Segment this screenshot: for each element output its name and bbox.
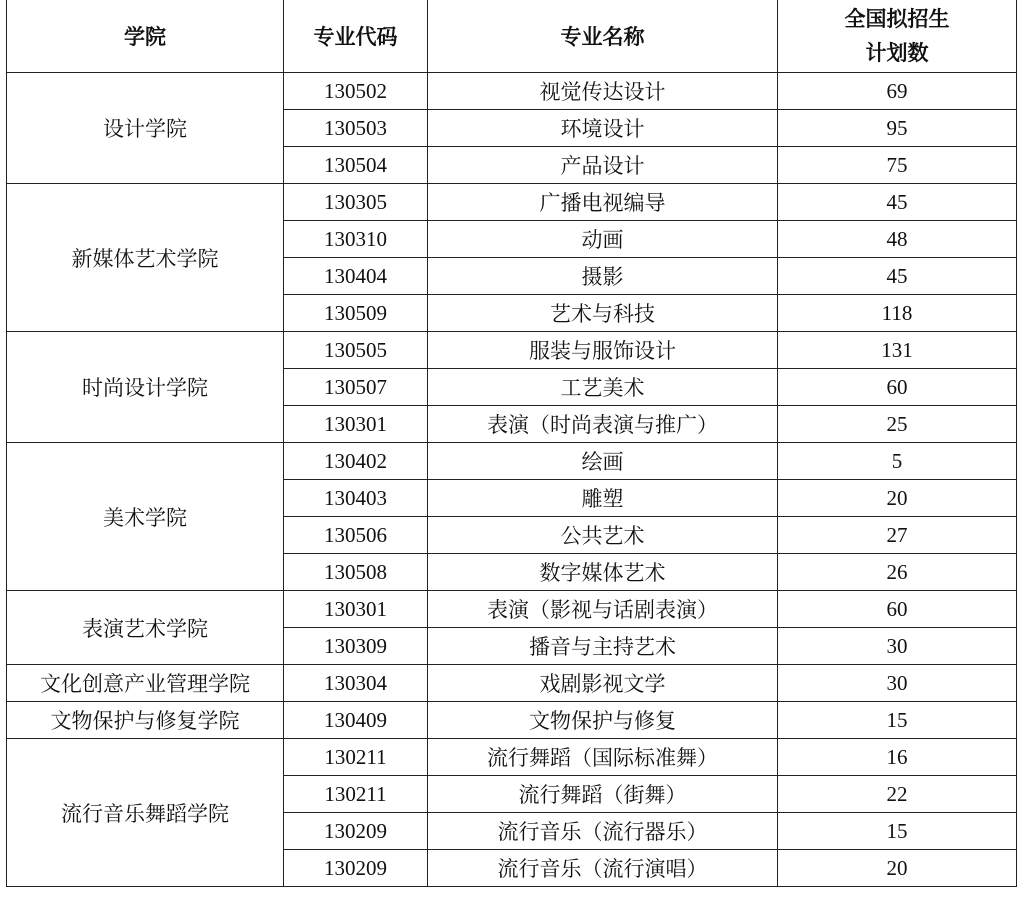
major-name-cell: 表演（时尚表演与推广） (428, 406, 778, 443)
college-cell: 新媒体艺术学院 (7, 184, 284, 332)
table-row (7, 739, 1017, 776)
major-name-cell: 数字媒体艺术 (428, 554, 778, 591)
enrollment-plan-table (6, 0, 1017, 887)
major-name-cell: 工艺美术 (428, 369, 778, 406)
plan-count-cell: 95 (778, 110, 1017, 147)
major-name-cell: 视觉传达设计 (428, 73, 778, 110)
major-code-cell: 130310 (284, 221, 428, 258)
major-code-cell: 130301 (284, 591, 428, 628)
major-name-cell: 动画 (428, 221, 778, 258)
major-code-cell: 130509 (284, 295, 428, 332)
major-code-cell: 130402 (284, 443, 428, 480)
major-name-cell: 流行舞蹈（街舞） (428, 776, 778, 813)
major-code-cell: 130209 (284, 850, 428, 887)
major-code-cell: 130209 (284, 813, 428, 850)
plan-count-cell: 60 (778, 591, 1017, 628)
major-name-cell: 流行音乐（流行器乐） (428, 813, 778, 850)
plan-count-cell: 5 (778, 443, 1017, 480)
major-code-cell: 130211 (284, 776, 428, 813)
plan-count-cell: 20 (778, 480, 1017, 517)
college-cell: 文物保护与修复学院 (7, 702, 284, 739)
header-plan-line1: 全国拟招生 (844, 7, 950, 31)
major-name-cell: 播音与主持艺术 (428, 628, 778, 665)
major-name-cell: 摄影 (428, 258, 778, 295)
major-code-cell: 130506 (284, 517, 428, 554)
major-code-cell: 130305 (284, 184, 428, 221)
major-name-cell: 绘画 (428, 443, 778, 480)
table-row (7, 73, 1017, 110)
table-row (7, 184, 1017, 221)
plan-count-cell: 20 (778, 850, 1017, 887)
major-code-cell: 130504 (284, 147, 428, 184)
plan-count-cell: 48 (778, 221, 1017, 258)
major-code-cell: 130507 (284, 369, 428, 406)
major-code-cell: 130304 (284, 665, 428, 702)
major-name-cell: 戏剧影视文学 (428, 665, 778, 702)
college-cell: 表演艺术学院 (7, 591, 284, 665)
college-cell: 美术学院 (7, 443, 284, 591)
major-name-cell: 产品设计 (428, 147, 778, 184)
major-code-cell: 130409 (284, 702, 428, 739)
plan-count-cell: 26 (778, 554, 1017, 591)
table-row (7, 591, 1017, 628)
major-name-cell: 雕塑 (428, 480, 778, 517)
header-name: 专业名称 (428, 0, 778, 73)
major-code-cell: 130502 (284, 73, 428, 110)
table-header-row (7, 0, 1017, 73)
college-cell: 流行音乐舞蹈学院 (7, 739, 284, 887)
college-cell: 设计学院 (7, 73, 284, 184)
table-row (7, 443, 1017, 480)
major-name-cell: 流行舞蹈（国际标准舞） (428, 739, 778, 776)
major-code-cell: 130503 (284, 110, 428, 147)
major-code-cell: 130505 (284, 332, 428, 369)
major-name-cell: 文物保护与修复 (428, 702, 778, 739)
plan-count-cell: 118 (778, 295, 1017, 332)
major-name-cell: 广播电视编导 (428, 184, 778, 221)
header-code: 专业代码 (284, 0, 428, 73)
major-name-cell: 公共艺术 (428, 517, 778, 554)
table-body (7, 73, 1017, 887)
major-code-cell: 130301 (284, 406, 428, 443)
plan-count-cell: 75 (778, 147, 1017, 184)
major-code-cell: 130508 (284, 554, 428, 591)
plan-count-cell: 25 (778, 406, 1017, 443)
plan-count-cell: 60 (778, 369, 1017, 406)
plan-count-cell: 45 (778, 184, 1017, 221)
plan-count-cell: 16 (778, 739, 1017, 776)
college-cell: 时尚设计学院 (7, 332, 284, 443)
major-name-cell: 表演（影视与话剧表演） (428, 591, 778, 628)
major-code-cell: 130211 (284, 739, 428, 776)
table-row (7, 702, 1017, 739)
major-name-cell: 流行音乐（流行演唱） (428, 850, 778, 887)
major-name-cell: 艺术与科技 (428, 295, 778, 332)
plan-count-cell: 131 (778, 332, 1017, 369)
major-code-cell: 130404 (284, 258, 428, 295)
header-plan (778, 0, 1017, 73)
plan-count-cell: 15 (778, 813, 1017, 850)
plan-count-cell: 22 (778, 776, 1017, 813)
table-row (7, 332, 1017, 369)
plan-count-cell: 69 (778, 73, 1017, 110)
table-row (7, 665, 1017, 702)
plan-count-cell: 15 (778, 702, 1017, 739)
major-name-cell: 环境设计 (428, 110, 778, 147)
major-name-cell: 服装与服饰设计 (428, 332, 778, 369)
plan-count-cell: 30 (778, 665, 1017, 702)
plan-count-cell: 45 (778, 258, 1017, 295)
major-code-cell: 130403 (284, 480, 428, 517)
major-code-cell: 130309 (284, 628, 428, 665)
header-college: 学院 (7, 0, 284, 73)
plan-count-cell: 30 (778, 628, 1017, 665)
header-plan-line2: 计划数 (865, 41, 929, 65)
plan-count-cell: 27 (778, 517, 1017, 554)
college-cell: 文化创意产业管理学院 (7, 665, 284, 702)
